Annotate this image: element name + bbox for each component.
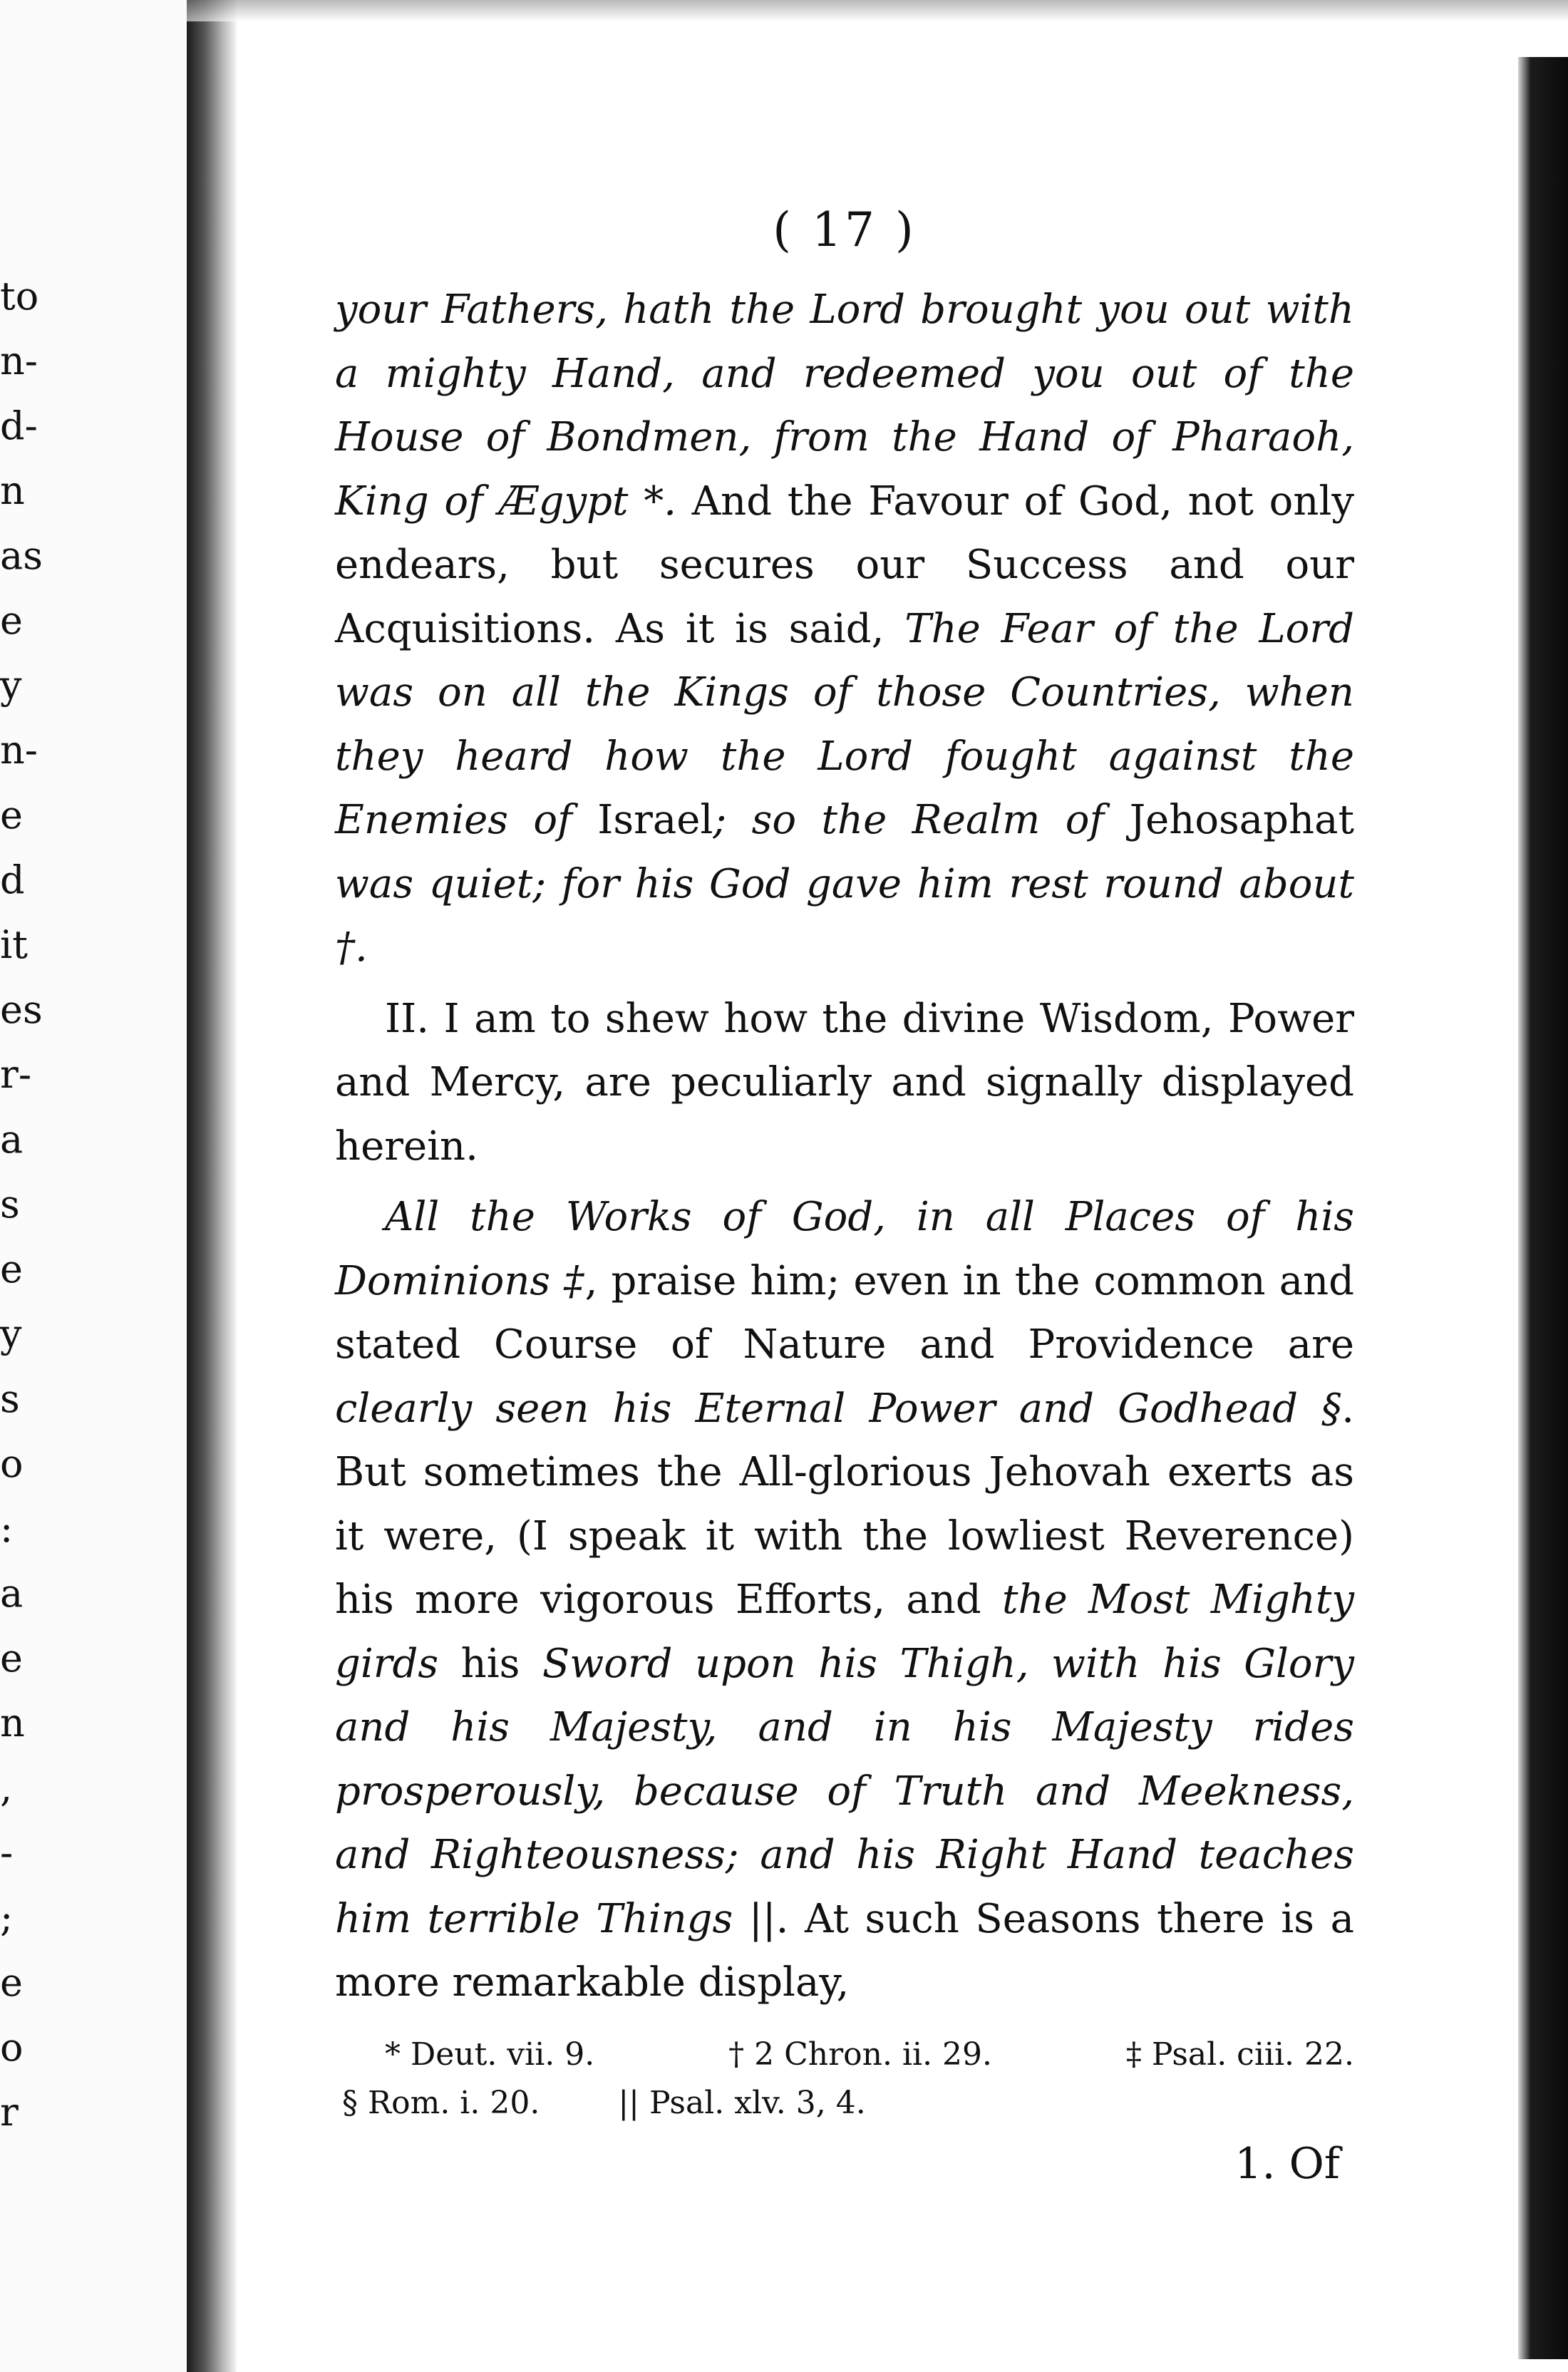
facing-page-fragment: es bbox=[0, 987, 43, 1032]
facing-page-fragment: s bbox=[0, 1182, 20, 1227]
text-run: And the Favour of God, not only endears, but secures our Success and our Acquisitions. As it is said, bbox=[335, 478, 1354, 652]
italic-run: the Most Mighty girds bbox=[335, 1577, 1354, 1687]
facing-page-fragment: as bbox=[0, 533, 43, 578]
facing-page-fragment: d- bbox=[0, 403, 38, 448]
footnote-row-2 bbox=[335, 2079, 1354, 2128]
facing-page-fragment: - bbox=[0, 1830, 14, 1875]
facing-page-fragment: e bbox=[0, 1960, 23, 2005]
facing-page-fragment: e bbox=[0, 1247, 23, 1291]
facing-page-fragment: r bbox=[0, 2090, 19, 2135]
facing-page-fragment: y bbox=[0, 1311, 22, 1356]
italic-run: ; so the Realm of bbox=[713, 797, 1130, 843]
italic-run: All the Works of God, in all Places of his Dominions ‡ bbox=[335, 1194, 1354, 1304]
facing-page-fragment: o bbox=[0, 2025, 24, 2070]
facing-page-fragment: a bbox=[0, 1117, 24, 1162]
facing-page-fragment: r- bbox=[0, 1052, 32, 1097]
italic-run: Sword upon his Thigh, with his Glory and his Majesty, and in his Majesty rides prosperously, because of Truth and Meekness, and Righteousness; and his Right Hand teaches him terrible Things || bbox=[335, 1640, 1354, 1942]
paragraph-2 bbox=[335, 987, 1354, 1179]
text-run: Israel bbox=[597, 797, 713, 843]
facing-page-fragment: e bbox=[0, 1636, 23, 1681]
facing-page-fragment: n- bbox=[0, 728, 38, 773]
footnote: § Rom. i. 20. bbox=[342, 2084, 540, 2121]
facing-page-fragment: ; bbox=[0, 1895, 14, 1940]
italic-run: was quiet; for his God gave him rest round about †. bbox=[335, 860, 1354, 971]
footnotes bbox=[335, 2031, 1354, 2128]
facing-page-fragment: n- bbox=[0, 339, 38, 383]
facing-page-fragment: it bbox=[0, 922, 28, 967]
facing-page-fragment: n bbox=[0, 468, 25, 513]
catchword: 1. Of bbox=[1234, 2138, 1340, 2189]
facing-page-margin-text bbox=[0, 264, 64, 2145]
text-run: . But sometimes the All-glorious Jehovah exerts as it were, (I speak it with the lowliest Reverence) his more vigorous Efforts, and bbox=[335, 1385, 1354, 1623]
footnote: † 2 Chron. ii. 29. bbox=[728, 2036, 993, 2073]
book-gutter-shadow bbox=[187, 0, 237, 2372]
footnote-row-1 bbox=[335, 2031, 1354, 2079]
italic-run: your Fathers, hath the Lord brought you out with a mighty Hand, and redeemed you out of the House of Bondmen, from the Hand of Pharaoh, King of Ægypt *. bbox=[335, 287, 1354, 525]
text-run: . At such Seasons there is a more remarkable display, bbox=[335, 1895, 1355, 2006]
facing-page-fragment: d bbox=[0, 857, 25, 902]
paragraph-3 bbox=[335, 1185, 1354, 2015]
facing-page-fragment: : bbox=[0, 1506, 14, 1551]
footnote: ‡ Psal. ciii. 22. bbox=[1125, 2036, 1354, 2073]
footnote: * Deut. vii. 9. bbox=[385, 2036, 595, 2073]
facing-page-fragment: n bbox=[0, 1701, 25, 1746]
facing-page bbox=[0, 0, 188, 2372]
page-edge bbox=[1518, 57, 1568, 2359]
text-run: , praise him; even in the common and stated Course of Nature and Providence are bbox=[335, 1257, 1355, 1368]
facing-page-fragment: e bbox=[0, 793, 23, 837]
text-run: his bbox=[438, 1640, 542, 1687]
facing-page-fragment: o bbox=[0, 1441, 24, 1486]
paragraph-1 bbox=[335, 278, 1354, 980]
footnote: || Psal. xlv. 3, 4. bbox=[618, 2084, 866, 2121]
facing-page-fragment: to bbox=[0, 274, 39, 319]
facing-page-fragment: y bbox=[0, 663, 22, 708]
facing-page-fragment: s bbox=[0, 1376, 20, 1421]
page-number: ( 17 ) bbox=[773, 202, 917, 257]
italic-run: clearly seen his Eternal Power and Godhead § bbox=[335, 1385, 1342, 1432]
italic-run: The Fear of the Lord was on all the Kings of those Countries, when they heard how the Lord fought against the Enemies of bbox=[335, 605, 1354, 843]
text-run: Jehosaphat bbox=[1129, 797, 1354, 843]
page-top-shadow bbox=[187, 0, 1568, 21]
book-page bbox=[335, 200, 1354, 2196]
facing-page-fragment: a bbox=[0, 1571, 24, 1616]
facing-page-fragment: e bbox=[0, 598, 23, 643]
text-run: II. I am to shew how the divine Wisdom, Power and Mercy, are peculiarly and signally displayed herein. bbox=[335, 995, 1354, 1170]
facing-page-fragment: , bbox=[0, 1765, 13, 1810]
